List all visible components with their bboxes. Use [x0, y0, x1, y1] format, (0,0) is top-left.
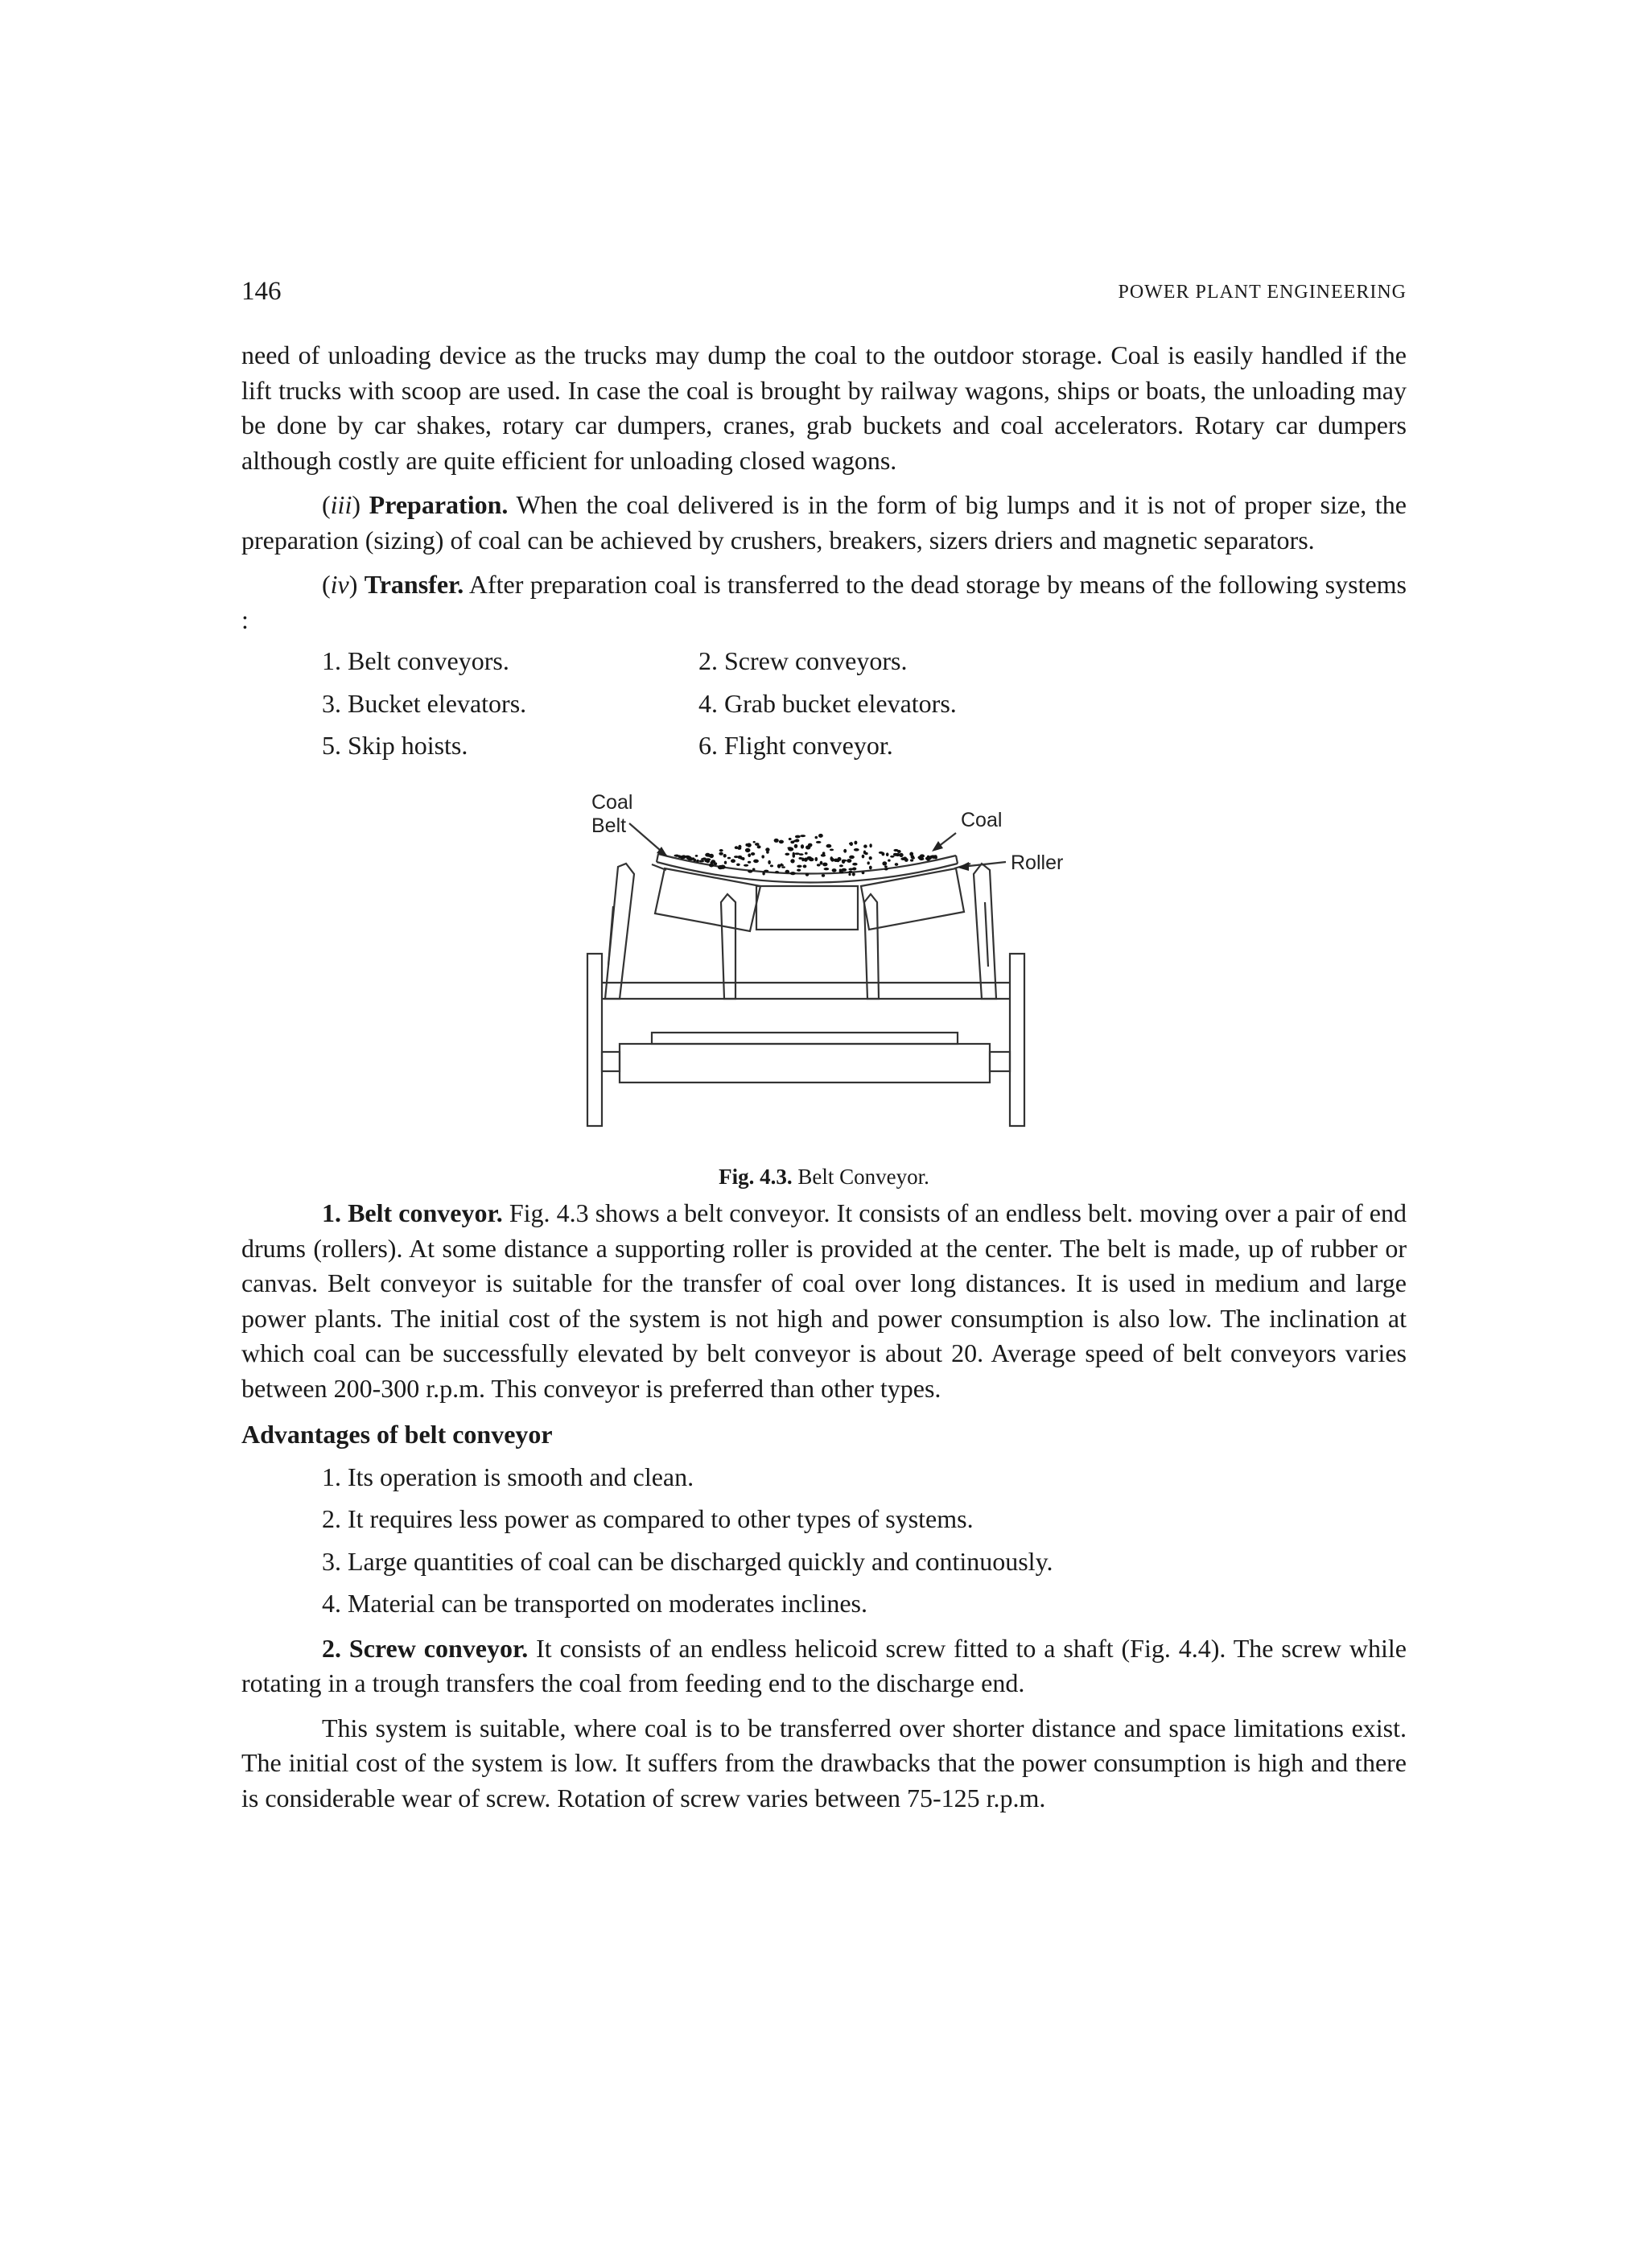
coal-lump — [793, 839, 797, 842]
coal-lump — [848, 872, 851, 875]
coal-lump — [815, 856, 818, 860]
coal-lump — [882, 861, 887, 865]
coal-lump — [738, 844, 741, 848]
right-idler-roller — [861, 868, 964, 930]
coal-lump — [863, 850, 866, 854]
coal-lump — [809, 857, 814, 861]
coal-lump — [753, 840, 756, 843]
roller-shaft-right — [990, 1052, 1010, 1071]
coal-lump — [862, 854, 865, 858]
coal-lump — [854, 848, 859, 852]
list-item: 2. Screw conveyors. — [698, 646, 908, 675]
coal-lump — [852, 862, 857, 865]
coal-lump — [695, 855, 698, 857]
paragraph-screw-system: This system is suitable, where coal is to be transferred over shorter distance and space limitations exist. The initial cost of the system is low. It suffers from the drawbacks that the power consumption is high and there is considerable wear of screw. Rotation of screw varies between 75-125 r.p.m. — [241, 1713, 1407, 1812]
return-rail — [652, 1033, 958, 1044]
coal-lump — [800, 835, 805, 837]
coal-lump — [753, 859, 759, 863]
coal-lump — [790, 859, 794, 863]
coal-lump — [764, 869, 768, 872]
coal-lump — [736, 863, 740, 865]
coal-lump — [910, 859, 913, 861]
coal-lump — [832, 868, 837, 872]
coal-lump — [862, 871, 865, 874]
coal-lump — [826, 843, 832, 847]
coal-lump — [863, 844, 867, 847]
coal-lump — [817, 864, 821, 866]
coal-lump — [696, 859, 699, 862]
coal-lump — [799, 853, 804, 856]
coal-lump — [884, 865, 888, 868]
paragraph-transfer: (iv) Transfer. After preparation coal is transferred to the dead storage by means of the following systems : — [241, 570, 1407, 634]
coal-lump — [699, 860, 704, 862]
coal-lump — [723, 854, 727, 858]
coal-lump — [752, 868, 756, 870]
coal-lump — [869, 856, 872, 860]
coal-lump — [933, 856, 937, 859]
list-item: 3. Bucket elevators. — [322, 688, 527, 718]
coal-lump — [680, 856, 685, 859]
coal-lump — [780, 864, 785, 866]
label-coal-belt-line1: Coal — [591, 790, 633, 814]
coal-lump — [751, 852, 755, 856]
coal-lump — [795, 835, 801, 838]
coal-lump — [724, 860, 727, 864]
coal-lump — [869, 843, 871, 847]
coal-lump — [709, 863, 714, 867]
left-bracket — [605, 864, 634, 999]
coal-lump — [781, 866, 785, 868]
transfer-heading: Transfer. — [364, 570, 464, 599]
coal-lump — [804, 857, 808, 861]
label-coal: Coal — [961, 808, 1003, 831]
coal-lump — [794, 843, 798, 847]
coal-lump — [744, 864, 748, 866]
belt-conveyor-diagram — [241, 773, 1407, 1152]
coal-pile — [674, 833, 937, 876]
left-idler-roller — [655, 868, 760, 931]
coal-lump — [701, 858, 706, 860]
coal-lump — [830, 848, 834, 851]
coal-lump — [897, 850, 901, 853]
advantages-heading: Advantages of belt conveyor — [241, 1420, 553, 1449]
coal-lump — [719, 849, 723, 852]
coal-lump — [852, 872, 855, 876]
coal-lump — [848, 870, 852, 872]
coal-lump — [895, 863, 899, 866]
coal-lump — [797, 868, 801, 871]
preparation-text: When the coal delivered is in the form of big lumps and it is not of proper size, the preparation (sizing) of coal can be achieved by crushers, breakers, sizers driers and magnetic separators. — [241, 490, 1407, 555]
label-coal-belt-line2: Belt — [591, 814, 627, 837]
coal-lump — [808, 843, 813, 847]
coal-lump — [801, 844, 804, 848]
coal-lump — [848, 868, 853, 870]
list-item: 2. It requires less power as compared to other types of systems. — [322, 1504, 974, 1533]
caption-number: Fig. 4.3. — [719, 1164, 793, 1189]
coal-lump — [775, 871, 779, 873]
coal-lump — [774, 838, 779, 842]
advantages-list — [322, 1460, 1407, 1622]
list-item: 6. Flight conveyor. — [698, 731, 893, 760]
coal-lump — [768, 860, 771, 864]
coal-lump — [896, 852, 900, 856]
list-item: 4. Grab bucket elevators. — [698, 688, 957, 718]
coal-lump — [727, 856, 731, 859]
coal-lump — [919, 857, 924, 860]
list-item: 1. Its operation is smooth and clean. — [322, 1462, 694, 1491]
coal-lump — [816, 840, 822, 843]
coal-lump — [854, 840, 857, 844]
left-frame-post — [587, 954, 602, 1126]
label-roller: Roller — [1011, 851, 1064, 874]
coal-lump — [822, 862, 827, 866]
list-item: 1. Belt conveyors. — [322, 646, 509, 675]
coal-lump — [735, 846, 739, 849]
coal-lump — [849, 855, 855, 858]
coal-lump — [888, 859, 891, 861]
caption-text: Belt Conveyor. — [792, 1164, 929, 1189]
left-bracket-inner — [608, 906, 613, 965]
coal-lump — [787, 847, 792, 849]
coal-lump — [843, 848, 847, 852]
coal-lump — [927, 855, 930, 857]
return-roller — [620, 1044, 990, 1082]
paragraph-preparation: (iii) Preparation. When the coal delivered is in the form of big lumps and it is not of proper size, the preparation (sizing) of coal can be achieved by crushers, breakers, sizers driers and magnetic separators. — [241, 490, 1407, 555]
coal-lump — [839, 868, 842, 871]
arrowhead-coal — [932, 841, 943, 852]
belt-conveyor-heading: 1. Belt conveyor. — [322, 1198, 503, 1227]
transfer-text: After preparation coal is transferred to the dead storage by means of the following systems : — [241, 570, 1407, 634]
coal-lump — [815, 835, 818, 839]
coal-lump — [867, 861, 870, 864]
coal-lump — [689, 857, 693, 860]
coal-lump — [821, 854, 826, 857]
coal-lump — [705, 852, 710, 856]
coal-lump — [890, 855, 894, 857]
figure-caption — [241, 1160, 1407, 1195]
coal-lump — [731, 859, 735, 863]
coal-lump — [737, 855, 742, 858]
coal-lump — [719, 852, 723, 855]
body-text — [241, 338, 1407, 1816]
belt-conveyor-figure — [241, 773, 1407, 1152]
coal-lump — [746, 843, 750, 845]
paragraph-screw-conveyor — [241, 1631, 1407, 1701]
coal-lump — [745, 847, 751, 852]
coal-lump — [674, 854, 679, 856]
coal-lump — [803, 864, 807, 868]
coal-lump — [785, 852, 789, 855]
belt-left-end — [657, 854, 658, 862]
running-head: POWER PLANT ENGINEERING — [1118, 282, 1407, 303]
coal-lump — [884, 868, 888, 870]
right-bracket-inner — [985, 902, 988, 967]
coal-lump — [842, 859, 847, 861]
center-idler-roller — [756, 886, 858, 930]
roller-shaft-left — [602, 1052, 620, 1071]
coal-lump — [900, 857, 905, 860]
coal-lump — [761, 855, 764, 858]
coal-lump — [748, 860, 751, 863]
coal-lump — [785, 869, 790, 872]
coal-lump — [793, 852, 795, 856]
paragraph-belt-conveyor — [241, 1196, 1407, 1406]
transfer-marker: iv — [330, 570, 349, 599]
transfer-systems-list — [322, 644, 1407, 764]
coal-lump — [797, 864, 801, 867]
coal-lump — [770, 864, 773, 867]
preparation-marker: iii — [330, 490, 352, 519]
page-number: 146 — [241, 277, 282, 306]
coal-lump — [706, 859, 710, 863]
coal-lump — [718, 864, 723, 868]
list-item: 5. Skip hoists. — [322, 731, 468, 760]
page-header — [241, 270, 1407, 319]
coal-lump — [911, 855, 915, 859]
coal-lump — [711, 860, 715, 864]
coal-lump — [762, 871, 764, 875]
coal-lump — [838, 856, 842, 860]
coal-lump — [748, 869, 752, 872]
paragraph-unloading: need of unloading device as the trucks may dump the coal to the outdoor storage. Coal is easily handled if the lift trucks with scoop are used. In case the coal is brought by railway wagons, ships or boats, the unloading may be done by car shakes, rotary car dumpers, cranes, grab buckets and coal accelerators. Rotary car dumpers although costly are quite efficient for unloading closed wagons. — [241, 340, 1407, 475]
right-bracket — [974, 864, 996, 999]
screw-conveyor-text: It consists of an endless helicoid screw fitted to a shaft (Fig. 4.4). The screw while rotating in a trough transfers the coal from feeding end to the discharge end. — [241, 1633, 1407, 1697]
coal-lump — [849, 842, 852, 844]
coal-lump — [886, 852, 889, 856]
coal-lump — [779, 839, 784, 843]
coal-lump — [839, 864, 843, 867]
belt-conveyor-text: Fig. 4.3 shows a belt conveyor. It consists of an endless belt. moving over a pair of end drums (rollers). At some distance a supporting roller is provided at the center. The belt is made, up of rubber or canvas. Belt conveyor is suitable for the transfer of coal over long distances. It is used in medium and large power plants. The initial cost of the system is not high and power consumption is also low. The inclination at which coal can be successfully elevated by belt conveyor is about 20. Average speed of belt conveyors varies between 200-300 r.p.m. This conveyor is preferred than other types. — [241, 1198, 1407, 1403]
coal-lump — [805, 872, 809, 876]
left-roller-shaft — [652, 864, 666, 870]
preparation-heading: Preparation. — [369, 490, 509, 519]
coal-lump — [757, 845, 761, 848]
coal-lump — [824, 868, 830, 870]
coal-lump — [820, 860, 823, 864]
coal-lump — [789, 837, 792, 839]
list-item: 4. Material can be transported on moderates inclines. — [322, 1589, 867, 1618]
coal-lump — [926, 858, 929, 860]
coal-lump — [694, 858, 697, 861]
coal-lump — [685, 855, 690, 857]
coal-lump — [798, 857, 802, 860]
right-frame-post — [1010, 954, 1024, 1126]
screw-conveyor-heading: 2. Screw conveyor. — [322, 1633, 529, 1663]
coal-lump — [847, 859, 851, 863]
coal-lump — [765, 847, 769, 852]
belt-right-end — [956, 856, 958, 864]
coal-lump — [879, 851, 884, 853]
list-item: 3. Large quantities of coal can be discharged quickly and continuously. — [322, 1546, 1053, 1576]
coal-lump — [748, 853, 751, 857]
coal-lump — [830, 856, 834, 860]
coal-lump — [822, 874, 825, 877]
coal-lump — [805, 852, 808, 854]
coal-lump — [841, 868, 847, 871]
coal-lump — [869, 865, 872, 869]
coal-lump — [818, 833, 823, 837]
coal-lump — [790, 872, 796, 875]
